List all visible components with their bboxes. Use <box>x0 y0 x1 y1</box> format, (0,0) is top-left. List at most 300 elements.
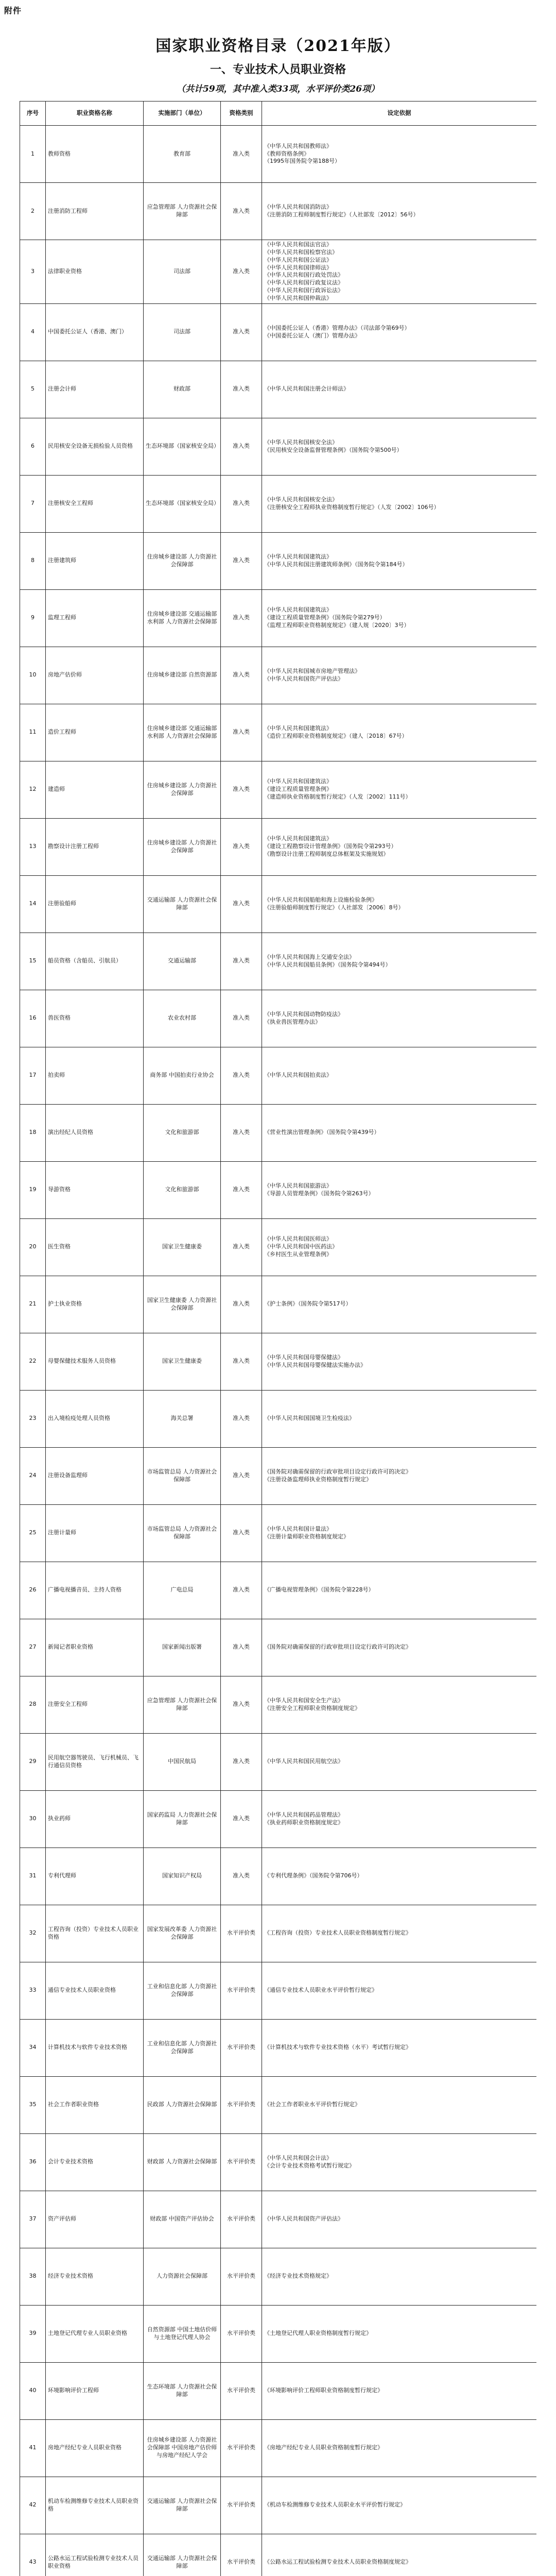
qualification-type: 准入类 <box>221 240 262 304</box>
legal-basis-line: 《中华人民共和国母婴保健法实施办法》 <box>264 1361 366 1368</box>
legal-basis-line: 《中华人民共和国行政复议法》 <box>264 279 343 286</box>
legal-basis <box>262 2191 537 2248</box>
implementing-department: 工业和信息化部 人力资源社会保障部 <box>144 1962 221 2019</box>
section-subtitle: （共计59项，其中准入类33项，水平评价类26项） <box>177 84 379 94</box>
qualification-name: 会计专业技术资格 <box>46 2133 144 2191</box>
table-row <box>20 1390 537 1447</box>
row-number: 31 <box>20 1848 46 1905</box>
qualification-type: 水平评价类 <box>221 1905 262 1962</box>
legal-basis <box>262 475 537 532</box>
qualification-name: 出入境检疫处理人员资格 <box>46 1390 144 1447</box>
legal-basis <box>262 1504 537 1562</box>
table-row <box>20 475 537 532</box>
qualification-type: 准入类 <box>221 1848 262 1905</box>
qualification-type: 准入类 <box>221 475 262 532</box>
row-number: 32 <box>20 1905 46 1962</box>
qualification-name: 工程咨询（投资）专业技术人员职业资格 <box>46 1905 144 1962</box>
legal-basis <box>262 1390 537 1447</box>
legal-basis-line: 《中华人民共和国建筑法》 <box>264 606 332 614</box>
qualification-name: 拍卖师 <box>46 1047 144 1104</box>
row-number: 4 <box>20 303 46 361</box>
legal-basis <box>262 2534 537 2576</box>
row-number: 5 <box>20 361 46 418</box>
legal-basis-line: 《中华人民共和国会计法》 <box>264 2154 332 2161</box>
row-number: 21 <box>20 1276 46 1333</box>
implementing-department: 国家新闻出版署 <box>144 1619 221 1676</box>
qualification-type: 准入类 <box>221 647 262 704</box>
legal-basis <box>262 1447 537 1504</box>
row-number: 2 <box>20 183 46 240</box>
legal-basis <box>262 2133 537 2191</box>
legal-basis-line: 《中华人民共和国行政处罚法》 <box>264 272 343 279</box>
legal-basis <box>262 1848 537 1905</box>
qualification-type: 准入类 <box>221 1504 262 1562</box>
implementing-department: 国家卫生健康委 人力资源社会保障部 <box>144 1276 221 1333</box>
legal-basis <box>262 532 537 589</box>
legal-basis <box>262 1619 537 1676</box>
implementing-department: 交通运输部 人力资源社会保障部 <box>144 875 221 933</box>
header-name: 职业资格名称 <box>46 101 144 126</box>
qualification-type: 准入类 <box>221 303 262 361</box>
legal-basis <box>262 1276 537 1333</box>
implementing-department: 国家知识产权局 <box>144 1848 221 1905</box>
row-number: 37 <box>20 2191 46 2248</box>
legal-basis-line: 《中华人民共和国动物防疫法》 <box>264 1010 343 1018</box>
table-row <box>20 418 537 475</box>
qualification-name: 注册验船师 <box>46 875 144 933</box>
legal-basis-line: 《营业性演出管理条例》（国务院令第439号） <box>264 1129 380 1136</box>
row-number: 23 <box>20 1390 46 1447</box>
legal-basis <box>262 1161 537 1218</box>
row-number: 17 <box>20 1047 46 1104</box>
legal-basis-line: 《中华人民共和国中医药法》 <box>264 1243 338 1250</box>
legal-basis <box>262 240 537 304</box>
row-number: 43 <box>20 2534 46 2576</box>
implementing-department: 生态环境部（国家核安全局） <box>144 418 221 475</box>
legal-basis-line: 《中华人民共和国核安全法》 <box>264 438 338 446</box>
implementing-department: 广电总局 <box>144 1562 221 1619</box>
legal-basis <box>262 1733 537 1790</box>
legal-basis-line: 《社会工作者职业水平评价暂行规定》 <box>264 2101 360 2108</box>
qualification-type: 水平评价类 <box>221 2534 262 2576</box>
legal-basis-line: 《中华人民共和国船员条例》（国务院令第494号） <box>264 961 391 968</box>
table-row <box>20 361 537 418</box>
legal-basis-line: 《护士条例》（国务院令第517号） <box>264 1300 352 1308</box>
implementing-department: 司法部 <box>144 303 221 361</box>
qualification-name: 计算机技术与软件专业技术资格 <box>46 2019 144 2076</box>
implementing-department: 应急管理部 人力资源社会保障部 <box>144 183 221 240</box>
legal-basis-line: 《中国委托公证人（澳门）管理办法》 <box>264 332 360 339</box>
qualification-type: 准入类 <box>221 1562 262 1619</box>
legal-basis-line: 《公路水运工程试验检测专业技术人员职业资格制度规定》 <box>264 2558 411 2566</box>
legal-basis-line: 《机动车检测维修专业技术人员职业水平评价暂行规定》 <box>264 2501 406 2509</box>
legal-basis-line: 《计算机技术与软件专业技术资格（水平）考试暂行规定》 <box>264 2044 411 2051</box>
qualification-type: 准入类 <box>221 532 262 589</box>
legal-basis-line: 《建设工程质量管理条例》（国务院令第279号） <box>264 614 386 621</box>
legal-basis <box>262 589 537 647</box>
qualification-name: 广播电视播音员、主持人资格 <box>46 1562 144 1619</box>
table-row <box>20 589 537 647</box>
legal-basis-line: 《中华人民共和国资产评估法》 <box>264 2215 343 2223</box>
qualification-name: 社会工作者职业资格 <box>46 2076 144 2133</box>
legal-basis-line: 《中华人民共和国资产评估法》 <box>264 675 343 682</box>
legal-basis-line: 《中华人民共和国公证法》 <box>264 256 332 263</box>
qualification-type: 水平评价类 <box>221 2076 262 2133</box>
table-body <box>20 126 537 2576</box>
row-number: 42 <box>20 2477 46 2534</box>
table-row <box>20 2534 537 2576</box>
legal-basis-line: 《经济专业技术资格规定》 <box>264 2273 332 2280</box>
row-number: 7 <box>20 475 46 532</box>
legal-basis-line: 《中华人民共和国旅游法》 <box>264 1182 332 1189</box>
legal-basis-line: 《中华人民共和国教师法》 <box>264 142 332 149</box>
legal-basis-line: 《中华人民共和国建筑法》 <box>264 835 332 842</box>
header-type: 资格类别 <box>221 101 262 126</box>
legal-basis-line: 《中华人民共和国仲裁法》 <box>264 294 332 301</box>
legal-basis-line: 《中华人民共和国检察官法》 <box>264 248 338 256</box>
table-row <box>20 1047 537 1104</box>
row-number: 6 <box>20 418 46 475</box>
row-number: 35 <box>20 2076 46 2133</box>
qualification-name: 母婴保健技术服务人员资格 <box>46 1333 144 1390</box>
row-number: 18 <box>20 1104 46 1161</box>
row-number: 30 <box>20 1790 46 1848</box>
qualification-name: 公路水运工程试验检测专业技术人员职业资格 <box>46 2534 144 2576</box>
qualification-name: 执业药师 <box>46 1790 144 1848</box>
legal-basis-line: 《中华人民共和国注册建筑师条例》（国务院令第184号） <box>264 561 408 568</box>
legal-basis <box>262 1104 537 1161</box>
qualification-type: 准入类 <box>221 1390 262 1447</box>
qualification-name: 兽医资格 <box>46 990 144 1047</box>
legal-basis-line: 《中华人民共和国城市房地产管理法》 <box>264 667 360 674</box>
legal-basis-line: 《中华人民共和国船舶和海上设施检验条例》 <box>264 896 377 903</box>
table-header-row <box>20 101 537 126</box>
table-row <box>20 2191 537 2248</box>
row-number: 9 <box>20 589 46 647</box>
implementing-department: 文化和旅游部 <box>144 1161 221 1218</box>
qualification-name: 船员资格（含船员、引航员） <box>46 933 144 990</box>
legal-basis <box>262 1905 537 1962</box>
qualification-name: 土地登记代理专业人员职业资格 <box>46 2305 144 2362</box>
legal-basis <box>262 183 537 240</box>
qualification-name: 演出经纪人员资格 <box>46 1104 144 1161</box>
legal-basis-line: 《注册验船师制度暂行规定》（人社部发〔2006〕8号） <box>264 904 404 911</box>
row-number: 19 <box>20 1161 46 1218</box>
document-title: 国家职业资格目录（2021年版） <box>155 37 401 55</box>
table-row <box>20 990 537 1047</box>
row-number: 16 <box>20 990 46 1047</box>
implementing-department: 应急管理部 人力资源社会保障部 <box>144 1676 221 1733</box>
implementing-department: 人力资源社会保障部 <box>144 2248 221 2305</box>
qualification-name: 注册设备监理师 <box>46 1447 144 1504</box>
qualification-type: 准入类 <box>221 1333 262 1390</box>
table-row <box>20 183 537 240</box>
legal-basis-line: 《注册消防工程师制度暂行规定》（人社部发〔2012〕56号） <box>264 211 419 218</box>
qualification-name: 注册会计师 <box>46 361 144 418</box>
table-row <box>20 1905 537 1962</box>
implementing-department: 生态环境部（国家核安全局） <box>144 475 221 532</box>
table-row <box>20 1848 537 1905</box>
row-number: 8 <box>20 532 46 589</box>
legal-basis-line: 《中华人民共和国母婴保健法》 <box>264 1353 343 1361</box>
qualification-name: 医生资格 <box>46 1218 144 1276</box>
legal-basis-line: 《中华人民共和国计量法》 <box>264 1525 332 1532</box>
table-row <box>20 647 537 704</box>
implementing-department: 农业农村部 <box>144 990 221 1047</box>
qualification-name: 新闻记者职业资格 <box>46 1619 144 1676</box>
legal-basis <box>262 418 537 475</box>
qualification-type: 准入类 <box>221 418 262 475</box>
row-number: 38 <box>20 2248 46 2305</box>
implementing-department: 交通运输部 <box>144 933 221 990</box>
qualification-type: 准入类 <box>221 1218 262 1276</box>
table-row <box>20 875 537 933</box>
qualification-name: 专利代理师 <box>46 1848 144 1905</box>
legal-basis-line: 《中华人民共和国民用航空法》 <box>264 1758 343 1765</box>
qualification-name: 建造师 <box>46 761 144 818</box>
legal-basis-line: 《国务院对确需保留的行政审批项目设定行政许可的决定》 <box>264 1643 411 1651</box>
qualification-type: 准入类 <box>221 875 262 933</box>
implementing-department: 生态环境部 人力资源社会保障部 <box>144 2362 221 2419</box>
table-row <box>20 1676 537 1733</box>
qualification-name: 民用核安全设备无损检验人员资格 <box>46 418 144 475</box>
implementing-department: 市场监管总局 人力资源社会保障部 <box>144 1504 221 1562</box>
legal-basis-line: 《国务院对确需保留的行政审批项目设定行政许可的决定》 <box>264 1468 411 1475</box>
legal-basis-line: 《中华人民共和国核安全法》 <box>264 496 338 503</box>
legal-basis <box>262 1676 537 1733</box>
header-dept: 实施部门（单位） <box>144 101 221 126</box>
qualification-type: 准入类 <box>221 183 262 240</box>
legal-basis <box>262 1218 537 1276</box>
row-number: 20 <box>20 1218 46 1276</box>
qualification-type: 水平评价类 <box>221 2362 262 2419</box>
row-number: 1 <box>20 126 46 183</box>
table-row <box>20 1562 537 1619</box>
table-row <box>20 1333 537 1390</box>
legal-basis-line: （1995年国务院令第188号） <box>264 158 340 165</box>
qualification-name: 环境影响评价工程师 <box>46 2362 144 2419</box>
qualification-type: 准入类 <box>221 933 262 990</box>
legal-basis <box>262 818 537 875</box>
table-row <box>20 1962 537 2019</box>
legal-basis-line: 《中华人民共和国注册会计师法》 <box>264 385 349 393</box>
row-number: 22 <box>20 1333 46 1390</box>
legal-basis <box>262 761 537 818</box>
legal-basis-line: 《土地登记代理人职业资格制度暂行规定》 <box>264 2330 372 2337</box>
table-row <box>20 1790 537 1848</box>
table-row <box>20 2076 537 2133</box>
table-row <box>20 1218 537 1276</box>
implementing-department: 国家卫生健康委 <box>144 1218 221 1276</box>
table-row <box>20 1504 537 1562</box>
row-number: 36 <box>20 2133 46 2191</box>
qualification-type: 水平评价类 <box>221 2248 262 2305</box>
qualification-type: 准入类 <box>221 818 262 875</box>
qualification-table-wrapper <box>20 101 536 2576</box>
legal-basis-line: 《导游人员管理条例》（国务院令第263号） <box>264 1190 374 1197</box>
qualification-name: 注册建筑师 <box>46 532 144 589</box>
implementing-department: 自然资源部 中国土地估价师与土地登记代理人协会 <box>144 2305 221 2362</box>
legal-basis <box>262 126 537 183</box>
qualification-type: 水平评价类 <box>221 1962 262 2019</box>
legal-basis-line: 《专利代理条例》（国务院令第706号） <box>264 1872 363 1879</box>
implementing-department: 住房城乡建设部 交通运输部 水利部 人力资源社会保障部 <box>144 704 221 761</box>
table-row <box>20 532 537 589</box>
legal-basis <box>262 2419 537 2477</box>
table-row <box>20 1733 537 1790</box>
legal-basis <box>262 2076 537 2133</box>
implementing-department: 民政部 人力资源社会保障部 <box>144 2076 221 2133</box>
row-number: 25 <box>20 1504 46 1562</box>
implementing-department: 市场监管总局 人力资源社会保障部 <box>144 1447 221 1504</box>
table-row <box>20 2019 537 2076</box>
qualification-type: 准入类 <box>221 1047 262 1104</box>
implementing-department: 司法部 <box>144 240 221 304</box>
legal-basis <box>262 303 537 361</box>
qualification-name: 资产评估师 <box>46 2191 144 2248</box>
implementing-department: 国家发展改革委 人力资源社会保障部 <box>144 1905 221 1962</box>
legal-basis <box>262 1562 537 1619</box>
legal-basis-line: 《中华人民共和国行政诉讼法》 <box>264 287 343 294</box>
legal-basis-line: 《环境影响评价工程师职业资格制度暂行规定》 <box>264 2387 383 2394</box>
legal-basis-line: 《中华人民共和国律师法》 <box>264 264 332 271</box>
row-number: 13 <box>20 818 46 875</box>
qualification-type: 水平评价类 <box>221 2305 262 2362</box>
legal-basis-line: 《勘察设计注册工程师制度总体框架及实施规划》 <box>264 851 389 858</box>
table-row <box>20 761 537 818</box>
header-no: 序号 <box>20 101 46 126</box>
qualification-name: 造价工程师 <box>46 704 144 761</box>
row-number: 11 <box>20 704 46 761</box>
table-row <box>20 2419 537 2477</box>
table-row <box>20 240 537 304</box>
table-row <box>20 2477 537 2534</box>
table-row <box>20 2133 537 2191</box>
legal-basis-line: 《中华人民共和国建筑法》 <box>264 724 332 732</box>
qualification-name: 护士执业资格 <box>46 1276 144 1333</box>
implementing-department: 工业和信息化部 人力资源社会保障部 <box>144 2019 221 2076</box>
legal-basis-line: 《中华人民共和国海上交通安全法》 <box>264 953 355 960</box>
legal-basis <box>262 1962 537 2019</box>
legal-basis-line: 《注册设备监理师执业资格制度暂行规定》 <box>264 1476 372 1483</box>
implementing-department: 海关总署 <box>144 1390 221 1447</box>
implementing-department: 住房城乡建设部 人力资源社会保障部 <box>144 761 221 818</box>
qualification-name: 机动车检测维修专业技术人员职业资格 <box>46 2477 144 2534</box>
qualification-name: 房地产经纪专业人员职业资格 <box>46 2419 144 2477</box>
legal-basis <box>262 2248 537 2305</box>
qualification-type: 准入类 <box>221 1790 262 1848</box>
qualification-table <box>20 101 536 2576</box>
qualification-type: 水平评价类 <box>221 2419 262 2477</box>
legal-basis-line: 《建设工程质量管理条例》 <box>264 786 332 793</box>
qualification-type: 准入类 <box>221 1733 262 1790</box>
qualification-name: 中国委托公证人（香港、澳门） <box>46 303 144 361</box>
row-number: 41 <box>20 2419 46 2477</box>
legal-basis-line: 《广播电视管理条例》（国务院令第228号） <box>264 1586 374 1594</box>
qualification-name: 经济专业技术资格 <box>46 2248 144 2305</box>
qualification-name: 注册核安全工程师 <box>46 475 144 532</box>
legal-basis <box>262 990 537 1047</box>
table-row <box>20 1276 537 1333</box>
legal-basis-line: 《注册计量师职业资格制度规定》 <box>264 1533 349 1540</box>
row-number: 40 <box>20 2362 46 2419</box>
qualification-type: 准入类 <box>221 1161 262 1218</box>
legal-basis-line: 《中华人民共和国拍卖法》 <box>264 1072 332 1079</box>
legal-basis <box>262 875 537 933</box>
legal-basis <box>262 1790 537 1848</box>
qualification-name: 注册安全工程师 <box>46 1676 144 1733</box>
qualification-name: 房地产估价师 <box>46 647 144 704</box>
legal-basis-line: 《执业药师职业资格制度规定》 <box>264 1819 343 1826</box>
implementing-department: 住房城乡建设部 交通运输部 水利部 人力资源社会保障部 <box>144 589 221 647</box>
legal-basis <box>262 704 537 761</box>
legal-basis <box>262 933 537 990</box>
legal-basis-line: 《造价工程师职业资格制度规定》（建人〔2018〕67号） <box>264 732 408 739</box>
qualification-name: 勘察设计注册工程师 <box>46 818 144 875</box>
legal-basis-line: 《监理工程师职业资格制度规定》（建人规〔2020〕3号） <box>264 622 410 629</box>
legal-basis-line: 《房地产经纪专业人员职业资格制度暂行规定》 <box>264 2444 383 2451</box>
table-row <box>20 2305 537 2362</box>
legal-basis <box>262 2477 537 2534</box>
qualification-type: 水平评价类 <box>221 2019 262 2076</box>
legal-basis-line: 《中华人民共和国安全生产法》 <box>264 1697 343 1704</box>
table-row <box>20 818 537 875</box>
legal-basis-line: 《注册安全工程师职业资格制度规定》 <box>264 1704 360 1711</box>
table-row <box>20 933 537 990</box>
legal-basis-line: 《中华人民共和国建筑法》 <box>264 553 332 560</box>
row-number: 33 <box>20 1962 46 2019</box>
qualification-type: 准入类 <box>221 126 262 183</box>
legal-basis-line: 《建设工程勘察设计管理条例》（国务院令第293号） <box>264 843 397 850</box>
legal-basis-line: 《中华人民共和国消防法》 <box>264 204 332 211</box>
table-row <box>20 126 537 183</box>
qualification-type: 水平评价类 <box>221 2133 262 2191</box>
qualification-type: 水平评价类 <box>221 2191 262 2248</box>
row-number: 3 <box>20 240 46 304</box>
row-number: 12 <box>20 761 46 818</box>
qualification-name: 监理工程师 <box>46 589 144 647</box>
legal-basis-line: 《通信专业技术人员职业水平评价暂行规定》 <box>264 1987 377 1994</box>
row-number: 27 <box>20 1619 46 1676</box>
legal-basis <box>262 2019 537 2076</box>
qualification-type: 准入类 <box>221 1619 262 1676</box>
table-row <box>20 1447 537 1504</box>
legal-basis-line: 《乡村医生从业管理条例》 <box>264 1251 332 1258</box>
legal-basis-line: 《执业兽医管理办法》 <box>264 1018 321 1025</box>
qualification-name: 通信专业技术人员职业资格 <box>46 1962 144 2019</box>
legal-basis-line: 《民用核安全设备监督管理条例》（国务院令第500号） <box>264 446 403 453</box>
qualification-name: 注册计量师 <box>46 1504 144 1562</box>
implementing-department: 文化和旅游部 <box>144 1104 221 1161</box>
implementing-department: 财政部 人力资源社会保障部 <box>144 2133 221 2191</box>
legal-basis-line: 《中华人民共和国法官法》 <box>264 241 332 248</box>
row-number: 14 <box>20 875 46 933</box>
legal-basis <box>262 1047 537 1104</box>
section-title: 一、专业技术人员职业资格 <box>210 63 346 76</box>
implementing-department: 交通运输部 人力资源社会保障部 <box>144 2534 221 2576</box>
legal-basis-line: 《中华人民共和国药品管理法》 <box>264 1811 343 1818</box>
attachment-label: 附件 <box>4 6 22 15</box>
header-basis: 设定依据 <box>262 101 537 126</box>
qualification-type: 准入类 <box>221 1447 262 1504</box>
implementing-department: 住房城乡建设部 人力资源社会保障部 <box>144 532 221 589</box>
row-number: 34 <box>20 2019 46 2076</box>
row-number: 29 <box>20 1733 46 1790</box>
implementing-department: 商务部 中国拍卖行业协会 <box>144 1047 221 1104</box>
row-number: 26 <box>20 1562 46 1619</box>
table-row <box>20 1104 537 1161</box>
row-number: 39 <box>20 2305 46 2362</box>
